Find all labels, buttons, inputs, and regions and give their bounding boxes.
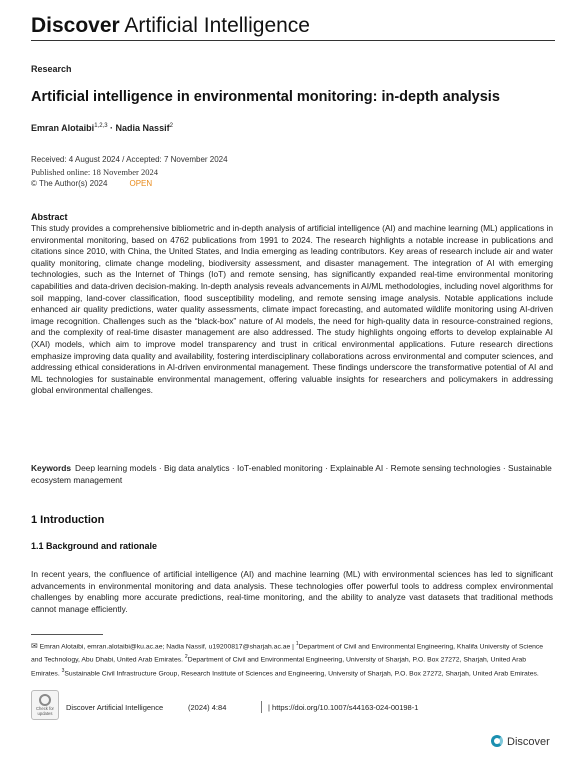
footnote-lead: Emran Alotaibi, emran.alotaibi@ku.ac.ae; Nadia Nassif, u19200817@sharjah.ac.ae | xyxy=(37,643,296,651)
copyright: © The Author(s) 2024 xyxy=(31,179,108,188)
copyright-line xyxy=(31,178,228,190)
discover-brand-label: Discover xyxy=(507,736,550,748)
subsection-title: 1.1 Background and rationale xyxy=(31,541,158,551)
published-online: Published online: 18 November 2024 xyxy=(31,167,159,177)
discover-logo-icon xyxy=(491,735,503,747)
aff-2-marker: 2 xyxy=(184,654,188,661)
discover-brand xyxy=(491,735,550,748)
footnote xyxy=(31,639,553,679)
journal-title xyxy=(31,14,310,38)
article-title: Artificial intelligence in environmental monitoring: in-depth analysis xyxy=(31,89,500,105)
author-1-affiliation: 1,2,3 xyxy=(94,123,108,129)
envelope-icon: ✉ xyxy=(31,641,38,651)
affiliation-1: Department of Civil and Environmental Engineering, Khalifa University of Science and Technology, Abu Dhabi, United Arab Emirates. xyxy=(31,643,544,664)
author-list xyxy=(31,123,173,133)
abstract-heading: Abstract xyxy=(31,212,68,222)
open-access-badge[interactable]: OPEN xyxy=(129,179,153,188)
received-accepted: Received: 4 August 2024 / Accepted: 7 November 2024 xyxy=(31,155,228,164)
footer-doi[interactable]: | https://doi.org/10.1007/s44163-024-00198-1 xyxy=(268,703,419,712)
author-separator: · xyxy=(107,123,116,133)
journal-title-rest: Artificial Intelligence xyxy=(119,14,310,37)
keywords-text: Deep learning models · Big data analytics · IoT-enabled monitoring · Explainable AI · Remote sensing technologies · Sustainable ecosystem management xyxy=(31,463,552,485)
abstract-text: This study provides a comprehensive bibliometric and in-depth analysis of artificial intelligence (AI) and machine learning (ML) applications in environmental monitoring, based on 4762 publications from 1991 to 2024. The research highlights a notable increase in publications and citations since 2010, with China, the United States, and India emerging as leading contributors. Key areas of research include air and water quality monitoring, climate change modeling, biodiversity assessment, and disaster management. The integration of AI with emerging technologies, such as the Internet of Things (IoT) and remote sensing, has significantly expanded real-time environmental monitoring capabilities and data-driven decision-making. In-depth analysis reveals advancements in AI/ML methodologies, including novel algorithms for soil mapping, land-cover classification, flood susceptibility modeling, and remote sensing image analysis. Notable applications include enhanced air quality predictions, water quality assessments, climate impact forecasting, and automated wildlife monitoring using AI-driven image recognition. Challenges such as the “black-box” nature of AI models, the need for high-quality data in resource-constrained regions, and the complexity of real-time disaster management are also addressed. The study highlights ongoing efforts to develop explainable AI (XAI) models, which aim to improve model transparency and trust in critical environmental applications. Future research directions emphasize improving data quality and availability, fostering interdisciplinary collaborations across environmental and computer sciences, and addressing ethical considerations in AI-driven environmental management. These findings underscore the transformative potential of AI and ML technologies for sustainable environmental management, offering valuable insights for researchers and policymakers in addressing global environmental challenges. xyxy=(31,223,553,396)
check-for-updates-badge[interactable] xyxy=(31,690,59,720)
journal-title-bold: Discover xyxy=(31,14,120,37)
check-updates-icon xyxy=(39,694,51,706)
aff-1-marker: 1 xyxy=(295,641,299,647)
intro-paragraph: In recent years, the confluence of artificial intelligence (AI) and machine learning (ML) with environmental sciences has led to significant advancements in environmental monitoring and data analysis. These technologies offer powerful tools to address complex environmental challenges by enabling more accurate predictions, real-time monitoring, and the ability to analyze vast datasets that traditional methods cannot manage efficiently. xyxy=(31,569,553,614)
author-2[interactable]: Nadia Nassif xyxy=(115,123,170,133)
footnote-rule xyxy=(31,634,103,635)
footer-divider xyxy=(261,701,262,713)
header-rule xyxy=(31,40,555,41)
section-title: 1 Introduction xyxy=(31,514,105,526)
affiliation-2: Department of Civil and Environmental Engineering, University of Sharjah, P.O. Box 27272, Sharjah, United Arab Emirates. xyxy=(31,656,527,677)
author-2-affiliation: 2 xyxy=(169,123,173,129)
aff-3-marker: 3 xyxy=(61,667,65,674)
keywords-label: Keywords xyxy=(31,463,72,473)
footer-journal: Discover Artificial Intelligence xyxy=(66,703,164,712)
check-updates-label: Check for updates xyxy=(36,706,54,716)
article-type: Research xyxy=(31,64,72,74)
footer-volume: (2024) 4:84 xyxy=(188,703,227,712)
article-dates xyxy=(31,154,228,190)
affiliation-3: Sustainable Civil Infrastructure Group, Research Institute of Sciences and Engineering, University of Sharjah, P.O. Box 27272, Sharjah, United Arab Emirates. xyxy=(64,669,539,677)
keywords xyxy=(31,463,553,486)
author-1[interactable]: Emran Alotaibi xyxy=(31,123,95,133)
